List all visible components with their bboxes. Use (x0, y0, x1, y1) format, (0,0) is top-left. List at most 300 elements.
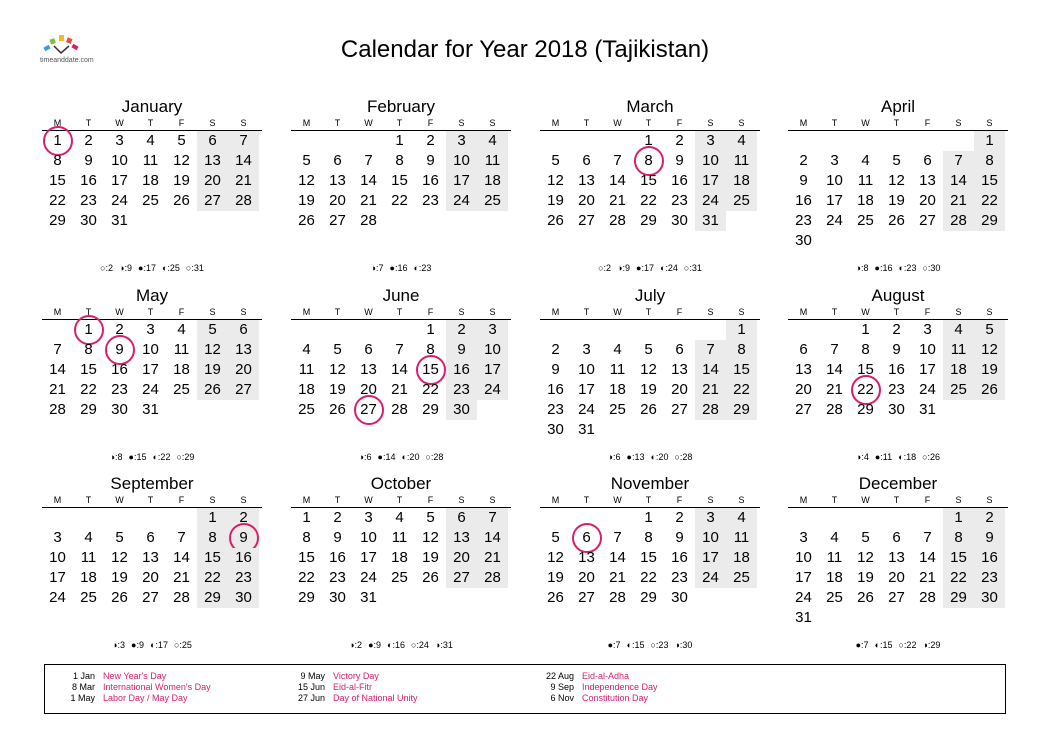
day-cell[interactable]: 5 (551, 529, 560, 546)
day-cell[interactable]: 11 (142, 152, 159, 169)
day-cell[interactable]: 14 (477, 528, 508, 548)
holiday-day-cell[interactable]: 9 (104, 340, 135, 360)
day-cell[interactable]: 8 (84, 341, 93, 358)
day-cell[interactable]: 1 (197, 508, 228, 528)
day-cell[interactable]: 12 (547, 549, 564, 566)
day-cell[interactable]: 30 (446, 400, 477, 420)
day-cell[interactable]: 21 (173, 569, 190, 586)
day-cell[interactable]: 30 (80, 212, 97, 229)
day-cell[interactable]: 4 (84, 529, 93, 546)
day-cell[interactable]: 22 (197, 568, 228, 588)
day-cell[interactable]: 23 (547, 401, 564, 418)
day-cell[interactable]: 21 (826, 381, 843, 398)
day-cell[interactable]: 4 (861, 152, 870, 169)
day-cell[interactable]: 1 (644, 132, 653, 149)
day-cell[interactable]: 9 (333, 529, 342, 546)
day-cell[interactable]: 18 (726, 548, 757, 568)
day-cell[interactable]: 16 (80, 172, 97, 189)
day-cell[interactable]: 6 (675, 341, 684, 358)
day-cell[interactable]: 31 (360, 589, 377, 606)
day-cell[interactable]: 15 (298, 549, 315, 566)
day-cell[interactable]: 13 (578, 549, 595, 566)
day-cell[interactable]: 8 (197, 528, 228, 548)
day-cell[interactable]: 5 (861, 529, 870, 546)
day-cell[interactable]: 17 (578, 381, 595, 398)
day-cell[interactable]: 6 (799, 341, 808, 358)
day-cell[interactable]: 5 (974, 320, 1005, 340)
day-cell[interactable]: 14 (943, 171, 974, 191)
day-cell[interactable]: 27 (329, 212, 346, 229)
day-cell[interactable]: 1 (943, 508, 974, 528)
day-cell[interactable]: 18 (173, 361, 190, 378)
day-cell[interactable]: 21 (391, 381, 408, 398)
day-cell[interactable]: 10 (795, 549, 812, 566)
day-cell[interactable]: 2 (115, 321, 124, 338)
day-cell[interactable]: 18 (943, 360, 974, 380)
day-cell[interactable]: 20 (329, 192, 346, 209)
day-cell[interactable]: 2 (84, 132, 93, 149)
day-cell[interactable]: 17 (446, 171, 477, 191)
day-cell[interactable]: 12 (298, 172, 315, 189)
day-cell[interactable]: 3 (695, 131, 726, 151)
day-cell[interactable]: 4 (613, 341, 622, 358)
day-cell[interactable]: 23 (795, 212, 812, 229)
day-cell[interactable]: 12 (857, 549, 874, 566)
day-cell[interactable]: 20 (671, 381, 688, 398)
day-cell[interactable]: 30 (228, 588, 259, 608)
day-cell[interactable]: 21 (49, 381, 66, 398)
day-cell[interactable]: 29 (726, 400, 757, 420)
day-cell[interactable]: 12 (974, 340, 1005, 360)
day-cell[interactable]: 19 (640, 381, 657, 398)
day-cell[interactable]: 21 (477, 548, 508, 568)
day-cell[interactable]: 8 (726, 340, 757, 360)
day-cell[interactable]: 29 (80, 401, 97, 418)
day-cell[interactable]: 8 (644, 529, 653, 546)
day-cell[interactable]: 16 (422, 172, 439, 189)
day-cell[interactable]: 23 (111, 381, 128, 398)
day-cell[interactable]: 14 (695, 360, 726, 380)
day-cell[interactable]: 16 (111, 361, 128, 378)
day-cell[interactable]: 7 (923, 529, 932, 546)
day-cell[interactable]: 3 (830, 152, 839, 169)
day-cell[interactable]: 22 (391, 192, 408, 209)
day-cell[interactable]: 23 (329, 569, 346, 586)
day-cell[interactable]: 17 (919, 361, 936, 378)
day-cell[interactable]: 20 (446, 548, 477, 568)
day-cell[interactable]: 22 (80, 381, 97, 398)
day-cell[interactable]: 29 (197, 588, 228, 608)
day-cell[interactable]: 11 (80, 549, 97, 566)
day-cell[interactable]: 7 (477, 508, 508, 528)
day-cell[interactable]: 29 (943, 588, 974, 608)
day-cell[interactable]: 11 (943, 340, 974, 360)
day-cell[interactable]: 27 (578, 212, 595, 229)
day-cell[interactable]: 27 (888, 589, 905, 606)
holiday-day-cell[interactable]: 1 (73, 320, 104, 340)
day-cell[interactable]: 26 (329, 401, 346, 418)
day-cell[interactable]: 11 (857, 172, 874, 189)
day-cell[interactable]: 25 (142, 192, 159, 209)
day-cell[interactable]: 4 (726, 131, 757, 151)
day-cell[interactable]: 31 (142, 401, 159, 418)
day-cell[interactable]: 22 (640, 192, 657, 209)
day-cell[interactable]: 24 (360, 569, 377, 586)
day-cell[interactable]: 17 (142, 361, 159, 378)
day-cell[interactable]: 7 (613, 152, 622, 169)
day-cell[interactable]: 6 (146, 529, 155, 546)
day-cell[interactable]: 18 (857, 192, 874, 209)
day-cell[interactable]: 10 (49, 549, 66, 566)
day-cell[interactable]: 22 (974, 191, 1005, 211)
day-cell[interactable]: 14 (228, 151, 259, 171)
day-cell[interactable]: 28 (49, 401, 66, 418)
day-cell[interactable]: 22 (640, 569, 657, 586)
day-cell[interactable]: 3 (695, 508, 726, 528)
day-cell[interactable]: 7 (830, 341, 839, 358)
day-cell[interactable]: 21 (695, 380, 726, 400)
day-cell[interactable]: 17 (477, 360, 508, 380)
day-cell[interactable]: 30 (888, 401, 905, 418)
day-cell[interactable]: 5 (333, 341, 342, 358)
day-cell[interactable]: 8 (861, 341, 870, 358)
day-cell[interactable]: 2 (974, 508, 1005, 528)
day-cell[interactable]: 12 (173, 152, 190, 169)
day-cell[interactable]: 18 (477, 171, 508, 191)
day-cell[interactable]: 23 (671, 192, 688, 209)
day-cell[interactable]: 10 (477, 340, 508, 360)
day-cell[interactable]: 7 (53, 341, 62, 358)
day-cell[interactable]: 24 (142, 381, 159, 398)
day-cell[interactable]: 4 (726, 508, 757, 528)
day-cell[interactable]: 26 (547, 589, 564, 606)
day-cell[interactable]: 8 (53, 152, 62, 169)
day-cell[interactable]: 31 (795, 609, 812, 626)
day-cell[interactable]: 25 (826, 589, 843, 606)
day-cell[interactable]: 20 (142, 569, 159, 586)
day-cell[interactable]: 7 (613, 529, 622, 546)
day-cell[interactable]: 23 (228, 568, 259, 588)
day-cell[interactable]: 18 (391, 549, 408, 566)
day-cell[interactable]: 13 (329, 172, 346, 189)
day-cell[interactable]: 23 (671, 569, 688, 586)
day-cell[interactable]: 13 (360, 361, 377, 378)
day-cell[interactable]: 28 (391, 401, 408, 418)
day-cell[interactable]: 11 (477, 151, 508, 171)
day-cell[interactable]: 22 (943, 568, 974, 588)
day-cell[interactable]: 1 (395, 132, 404, 149)
day-cell[interactable]: 13 (228, 340, 259, 360)
day-cell[interactable]: 25 (726, 568, 757, 588)
day-cell[interactable]: 7 (177, 529, 186, 546)
day-cell[interactable]: 7 (364, 152, 373, 169)
day-cell[interactable]: 27 (671, 401, 688, 418)
day-cell[interactable]: 24 (695, 568, 726, 588)
day-cell[interactable]: 10 (578, 361, 595, 378)
day-cell[interactable]: 7 (943, 151, 974, 171)
day-cell[interactable]: 13 (578, 172, 595, 189)
day-cell[interactable]: 27 (197, 191, 228, 211)
day-cell[interactable]: 15 (197, 548, 228, 568)
holiday-day-cell[interactable]: 8 (633, 151, 664, 171)
day-cell[interactable]: 19 (111, 569, 128, 586)
day-cell[interactable]: 26 (857, 589, 874, 606)
day-cell[interactable]: 5 (302, 152, 311, 169)
day-cell[interactable]: 28 (609, 589, 626, 606)
day-cell[interactable]: 31 (578, 421, 595, 438)
day-cell[interactable]: 19 (974, 360, 1005, 380)
day-cell[interactable]: 26 (547, 212, 564, 229)
day-cell[interactable]: 6 (228, 320, 259, 340)
day-cell[interactable]: 17 (695, 548, 726, 568)
day-cell[interactable]: 10 (919, 341, 936, 358)
day-cell[interactable]: 27 (446, 568, 477, 588)
holiday-day-cell[interactable]: 6 (571, 528, 602, 548)
day-cell[interactable]: 30 (795, 232, 812, 249)
day-cell[interactable]: 20 (888, 569, 905, 586)
day-cell[interactable]: 9 (84, 152, 93, 169)
day-cell[interactable]: 9 (974, 528, 1005, 548)
day-cell[interactable]: 20 (578, 569, 595, 586)
day-cell[interactable]: 23 (422, 192, 439, 209)
day-cell[interactable]: 28 (695, 400, 726, 420)
day-cell[interactable]: 14 (826, 361, 843, 378)
day-cell[interactable]: 12 (888, 172, 905, 189)
day-cell[interactable]: 9 (426, 152, 435, 169)
day-cell[interactable]: 10 (695, 528, 726, 548)
day-cell[interactable]: 17 (795, 569, 812, 586)
day-cell[interactable]: 20 (578, 192, 595, 209)
day-cell[interactable]: 13 (197, 151, 228, 171)
day-cell[interactable]: 24 (919, 381, 936, 398)
day-cell[interactable]: 27 (142, 589, 159, 606)
day-cell[interactable]: 4 (830, 529, 839, 546)
day-cell[interactable]: 14 (391, 361, 408, 378)
day-cell[interactable]: 13 (919, 172, 936, 189)
day-cell[interactable]: 6 (582, 152, 591, 169)
day-cell[interactable]: 15 (640, 172, 657, 189)
day-cell[interactable]: 26 (298, 212, 315, 229)
day-cell[interactable]: 27 (578, 589, 595, 606)
day-cell[interactable]: 13 (671, 361, 688, 378)
day-cell[interactable]: 1 (861, 321, 870, 338)
day-cell[interactable]: 10 (446, 151, 477, 171)
day-cell[interactable]: 14 (360, 172, 377, 189)
day-cell[interactable]: 29 (422, 401, 439, 418)
day-cell[interactable]: 30 (547, 421, 564, 438)
day-cell[interactable]: 11 (298, 361, 315, 378)
day-cell[interactable]: 15 (80, 361, 97, 378)
day-cell[interactable]: 22 (422, 381, 439, 398)
day-cell[interactable]: 11 (391, 529, 408, 546)
day-cell[interactable]: 15 (391, 172, 408, 189)
day-cell[interactable]: 4 (146, 132, 155, 149)
day-cell[interactable]: 13 (446, 528, 477, 548)
day-cell[interactable]: 26 (197, 380, 228, 400)
day-cell[interactable]: 3 (923, 321, 932, 338)
day-cell[interactable]: 23 (80, 192, 97, 209)
day-cell[interactable]: 11 (609, 361, 626, 378)
day-cell[interactable]: 6 (333, 152, 342, 169)
day-cell[interactable]: 30 (671, 589, 688, 606)
day-cell[interactable]: 29 (298, 589, 315, 606)
day-cell[interactable]: 27 (795, 401, 812, 418)
day-cell[interactable]: 10 (360, 529, 377, 546)
day-cell[interactable]: 19 (857, 569, 874, 586)
day-cell[interactable]: 7 (395, 341, 404, 358)
day-cell[interactable]: 28 (360, 212, 377, 229)
holiday-day-cell[interactable]: 15 (415, 360, 446, 380)
day-cell[interactable]: 25 (857, 212, 874, 229)
day-cell[interactable]: 18 (80, 569, 97, 586)
day-cell[interactable]: 20 (795, 381, 812, 398)
day-cell[interactable]: 7 (228, 131, 259, 151)
day-cell[interactable]: 11 (826, 549, 843, 566)
day-cell[interactable]: 28 (477, 568, 508, 588)
day-cell[interactable]: 11 (173, 341, 190, 358)
day-cell[interactable]: 6 (923, 152, 932, 169)
day-cell[interactable]: 6 (892, 529, 901, 546)
day-cell[interactable]: 15 (943, 548, 974, 568)
day-cell[interactable]: 19 (329, 381, 346, 398)
day-cell[interactable]: 1 (426, 321, 435, 338)
day-cell[interactable]: 28 (826, 401, 843, 418)
day-cell[interactable]: 4 (943, 320, 974, 340)
day-cell[interactable]: 14 (609, 172, 626, 189)
day-cell[interactable]: 3 (799, 529, 808, 546)
day-cell[interactable]: 9 (892, 341, 901, 358)
day-cell[interactable]: 20 (197, 171, 228, 191)
day-cell[interactable]: 26 (111, 589, 128, 606)
day-cell[interactable]: 18 (142, 172, 159, 189)
day-cell[interactable]: 30 (111, 401, 128, 418)
day-cell[interactable]: 23 (888, 381, 905, 398)
day-cell[interactable]: 1 (644, 509, 653, 526)
day-cell[interactable]: 19 (422, 549, 439, 566)
day-cell[interactable]: 24 (477, 380, 508, 400)
day-cell[interactable]: 17 (360, 549, 377, 566)
day-cell[interactable]: 2 (675, 509, 684, 526)
day-cell[interactable]: 21 (609, 569, 626, 586)
day-cell[interactable]: 10 (142, 341, 159, 358)
day-cell[interactable]: 21 (228, 171, 259, 191)
day-cell[interactable]: 4 (395, 509, 404, 526)
day-cell[interactable]: 28 (173, 589, 190, 606)
day-cell[interactable]: 9 (551, 361, 560, 378)
day-cell[interactable]: 1 (302, 509, 311, 526)
day-cell[interactable]: 10 (695, 151, 726, 171)
day-cell[interactable]: 13 (795, 361, 812, 378)
day-cell[interactable]: 2 (426, 132, 435, 149)
day-cell[interactable]: 24 (695, 191, 726, 211)
holiday-day-cell[interactable]: 27 (353, 400, 384, 420)
day-cell[interactable]: 14 (173, 549, 190, 566)
day-cell[interactable]: 3 (477, 320, 508, 340)
day-cell[interactable]: 19 (547, 192, 564, 209)
day-cell[interactable]: 24 (795, 589, 812, 606)
day-cell[interactable]: 19 (173, 172, 190, 189)
day-cell[interactable]: 28 (919, 589, 936, 606)
day-cell[interactable]: 18 (609, 381, 626, 398)
day-cell[interactable]: 30 (671, 212, 688, 229)
day-cell[interactable]: 21 (609, 192, 626, 209)
day-cell[interactable]: 26 (173, 192, 190, 209)
day-cell[interactable]: 29 (857, 401, 874, 418)
day-cell[interactable]: 6 (364, 341, 373, 358)
day-cell[interactable]: 17 (826, 192, 843, 209)
day-cell[interactable]: 14 (49, 361, 66, 378)
day-cell[interactable]: 9 (675, 529, 684, 546)
day-cell[interactable]: 28 (228, 191, 259, 211)
day-cell[interactable]: 12 (422, 529, 439, 546)
holiday-day-cell[interactable]: 1 (42, 131, 73, 151)
day-cell[interactable]: 5 (426, 509, 435, 526)
day-cell[interactable]: 1 (974, 131, 1005, 151)
day-cell[interactable]: 24 (826, 212, 843, 229)
day-cell[interactable]: 25 (173, 381, 190, 398)
day-cell[interactable]: 8 (302, 529, 311, 546)
day-cell[interactable]: 2 (675, 132, 684, 149)
day-cell[interactable]: 5 (892, 152, 901, 169)
day-cell[interactable]: 1 (726, 320, 757, 340)
day-cell[interactable]: 23 (974, 568, 1005, 588)
day-cell[interactable]: 12 (640, 361, 657, 378)
day-cell[interactable]: 8 (395, 152, 404, 169)
day-cell[interactable]: 6 (446, 508, 477, 528)
day-cell[interactable]: 17 (111, 172, 128, 189)
day-cell[interactable]: 8 (426, 341, 435, 358)
day-cell[interactable]: 4 (302, 341, 311, 358)
day-cell[interactable]: 16 (446, 360, 477, 380)
day-cell[interactable]: 8 (943, 528, 974, 548)
day-cell[interactable]: 5 (197, 320, 228, 340)
day-cell[interactable]: 27 (919, 212, 936, 229)
day-cell[interactable]: 10 (826, 172, 843, 189)
day-cell[interactable]: 15 (857, 361, 874, 378)
day-cell[interactable]: 14 (609, 549, 626, 566)
day-cell[interactable]: 7 (695, 340, 726, 360)
day-cell[interactable]: 24 (578, 401, 595, 418)
day-cell[interactable]: 30 (974, 588, 1005, 608)
day-cell[interactable]: 12 (547, 172, 564, 189)
day-cell[interactable]: 6 (197, 131, 228, 151)
day-cell[interactable]: 16 (228, 548, 259, 568)
day-cell[interactable]: 22 (49, 192, 66, 209)
day-cell[interactable]: 3 (364, 509, 373, 526)
day-cell[interactable]: 28 (609, 212, 626, 229)
day-cell[interactable]: 29 (640, 212, 657, 229)
day-cell[interactable]: 4 (477, 131, 508, 151)
day-cell[interactable]: 31 (111, 212, 128, 229)
day-cell[interactable]: 3 (446, 131, 477, 151)
day-cell[interactable]: 18 (826, 569, 843, 586)
day-cell[interactable]: 13 (888, 549, 905, 566)
day-cell[interactable]: 2 (228, 508, 259, 528)
day-cell[interactable]: 12 (111, 549, 128, 566)
day-cell[interactable]: 26 (974, 380, 1005, 400)
day-cell[interactable]: 15 (49, 172, 66, 189)
day-cell[interactable]: 19 (197, 360, 228, 380)
day-cell[interactable]: 16 (671, 172, 688, 189)
day-cell[interactable]: 5 (177, 132, 186, 149)
day-cell[interactable]: 28 (943, 211, 974, 231)
day-cell[interactable]: 24 (446, 191, 477, 211)
day-cell[interactable]: 12 (329, 361, 346, 378)
day-cell[interactable]: 2 (799, 152, 808, 169)
day-cell[interactable]: 19 (888, 192, 905, 209)
day-cell[interactable]: 16 (671, 549, 688, 566)
day-cell[interactable]: 2 (892, 321, 901, 338)
